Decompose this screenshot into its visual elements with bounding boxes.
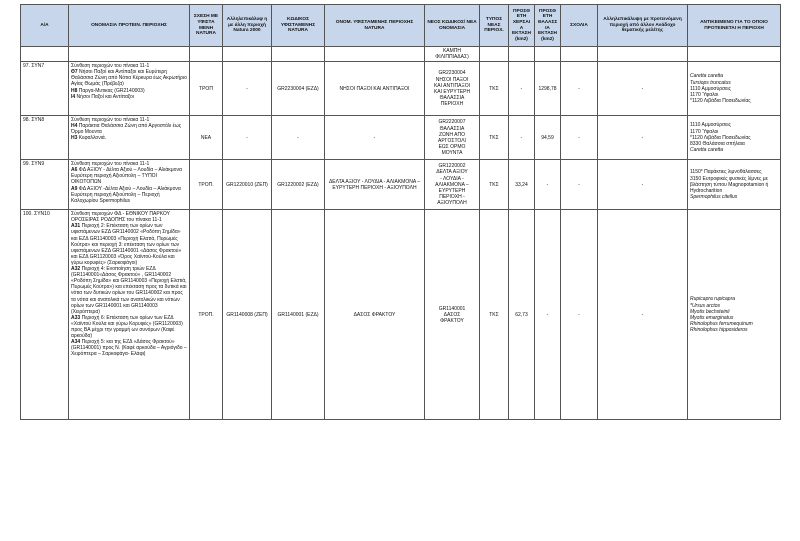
- object-cell: [688, 62, 781, 116]
- object-line: Rupicapra rupicapra: [690, 296, 736, 303]
- object-line: 1170 Ύφαλοι: [690, 91, 719, 98]
- area-name-cell: [69, 160, 190, 210]
- new-code-cell: [425, 160, 480, 210]
- cell: [223, 47, 272, 62]
- name-existing-cell: ΔΑΣΟΣ ΦΡΑΚΤΟΥ: [325, 210, 425, 420]
- area-name-text: Νήσοι Παξοί και Αντίπαξοι: [75, 93, 134, 100]
- new-code-line: ΜΟΥΝΤΑ: [441, 149, 463, 156]
- object-cell: [688, 210, 781, 420]
- area-name-line: [71, 315, 187, 339]
- row-number-cell: 100. ΣΥΝ10: [21, 210, 69, 420]
- new-code-line: - ΛΟΥΔΙΑ -: [440, 175, 464, 182]
- new-code-line: GR2220007: [438, 119, 466, 126]
- area-name-text: Περιοχή 2: Επέκταση των ορίων των υφιστάμενων ΕΖΔ GR1140002 «Ροδόπη Σημίδα» και ΕΖΔ GR1140003 «Περιοχή Ελατιά, Πυρωμές Κούτρα» και περιοχή 3: επέκταση των ορίων των υφιστάμενων ΕΖΔ GR1140001 «Δάσος Φρακτού» και ΕΖΔ GR1120003 «Όρος Χαϊντού-Κούλα και γύρω κορυφές» (Σαρκοφάγοι): [71, 223, 182, 266]
- area-name-line: [71, 167, 187, 185]
- overlap-2000-cell: GR1140008 (ΖΕΠ): [223, 210, 272, 420]
- header-object: ΑΝΤΙΚΕΙΜΕΝΟ ΓΙΑ ΤΟ ΟΠΟΙΟ ΠΡΟΤΕΙΝΕΤΑΙ Η ΠΕΡΙΟΧΗ: [688, 5, 781, 47]
- row-number-cell: 99. ΣΥΝ9: [21, 160, 69, 210]
- sea-area-cell: 1298,78: [535, 62, 561, 116]
- row-number-cell: 98. ΣΥΝ8: [21, 116, 69, 160]
- area-name-text: Σύνθεση περιοχών του πίνακα 11-1: [71, 63, 150, 70]
- name-existing-cell: -: [325, 116, 425, 160]
- object-line: *1120 Λιβάδια Ποσειδωνίας: [690, 134, 751, 141]
- area-name-text: Σύνθεση περιοχών του πίνακα 11-1: [71, 117, 150, 124]
- type-cell: ΤΚΣ: [480, 160, 509, 210]
- new-code-line: ΚΑΙ ΕΥΡΥΤΕΡΗ: [433, 88, 471, 95]
- new-code-line: ΚΑΙ ΑΝΤΙΠΑΞΟΙ: [433, 82, 471, 89]
- object-line: *Ursus arctos: [690, 302, 721, 309]
- header-relation: ΣΧΕΣΗ ΜΕ ΥΦΙΣΤΑ ΜΕΝΗ NATURA: [190, 5, 223, 47]
- relation-cell: ΝΕΑ: [190, 116, 223, 160]
- area-code-label: Α9: [71, 185, 78, 192]
- header-aa: Α/Α: [21, 5, 69, 47]
- comments-cell: -: [561, 160, 598, 210]
- new-code-line: ΝΗΣΟΙ ΠΑΞΟΙ: [435, 76, 469, 83]
- header-sea-area: ΠΡΟΣΘ ΕΤΗ ΘΑΛΑΣΣ ΙΑ ΕΚΤΑΣΗ (km2): [535, 5, 561, 47]
- area-code-label: Η4: [71, 123, 78, 130]
- new-code-cell: [425, 116, 480, 160]
- object-line: Rhinolophus hipposideros: [690, 326, 748, 333]
- area-code-label: Ι4: [71, 93, 76, 100]
- land-area-cell: -: [509, 62, 535, 116]
- name-existing-cell: ΝΗΣΟΙ ΠΑΞΟΙ ΚΑΙ ΑΝΤΙΠΑΞΟΙ: [325, 62, 425, 116]
- land-area-cell: -: [509, 116, 535, 160]
- row-number-cell: 97. ΣΥΝ7: [21, 62, 69, 116]
- area-name-line: [71, 211, 187, 223]
- area-name-line: [71, 69, 187, 87]
- new-code-line: ΕΩΣ ΟΡΜΟ: [438, 143, 466, 150]
- object-line: 1110 Αμμοσύρσεις: [690, 85, 731, 92]
- sea-area-cell: -: [535, 160, 561, 210]
- new-code-line: ΠΕΡΙΟΧΗ: [440, 100, 464, 107]
- new-code-line: ΘΑΛΑΣΣΙΑ: [439, 94, 465, 101]
- area-code-label: Α6: [71, 167, 78, 174]
- cell: [509, 47, 535, 62]
- new-code-line: ΑΞΙΟΥΠΟΛΗ: [437, 199, 467, 206]
- area-name-line: [71, 266, 187, 315]
- header-name-existing: ΟΝΟΜ. ΥΦΙΣΤΑΜΕΝΗΣ ΠΕΡΙΟΧΗΣ NATURA: [325, 5, 425, 47]
- area-name-text: Κεφαλλονιά.: [77, 135, 107, 142]
- new-code-line: ΔΕΛΤΑ ΑΞΙΟΥ: [436, 169, 468, 176]
- object-cell: [688, 160, 781, 210]
- object-line: Spermophilus citellus: [690, 193, 738, 200]
- area-name-text: ΦΔ ΑΞΙΟΥ - Δέλτα Αξιού – Λουδία – Αλιάκμονα Ευρύτερη περιοχή Αξιούπολη – ΤΥΠΟΙ ΟΙΚΟΤΟΠΩΝ: [71, 167, 182, 186]
- land-area-cell: 62,73: [509, 210, 535, 420]
- new-code-cell: [425, 62, 480, 116]
- area-name-text: Σύνθεση περιοχών του πίνακα 11-1: [71, 161, 150, 168]
- area-name-line: [71, 223, 187, 266]
- area-name-line: [71, 94, 187, 100]
- table-row: [21, 62, 781, 116]
- cell: [190, 47, 223, 62]
- table-row: [21, 210, 781, 420]
- overlap-2000-cell: -: [223, 62, 272, 116]
- area-name-text: Νήσοι Παξοί και Αντίπαξοι και Ευρύτερη Θαλάσσια Ζώνη από Νότια Κέρκυρα έως Ακρωτήριο Αγίας Θωμάς (Πρέβεζα): [71, 69, 187, 88]
- new-code-line: ΦΙΛΙΠΠΙΑΔΑΣ): [435, 54, 469, 61]
- natura-areas-table: [20, 4, 781, 420]
- area-name-text: Παργα-Μυτικας (GR2140003): [77, 87, 145, 94]
- type-cell: ΤΚΣ: [480, 62, 509, 116]
- new-code-line: ΔΑΣΟΣ: [443, 311, 461, 318]
- object-line: 3150 Ευτροφικές φυσικές λίμνες με βλάστηση τύπου Magnopotamion ή Hydrocharition: [690, 175, 769, 194]
- overlap-other-cell: -: [598, 62, 688, 116]
- type-cell: ΤΚΣ: [480, 210, 509, 420]
- object-line: Myotis bechsteinii: [690, 308, 730, 315]
- new-code-line: ΑΡΓΟΣΤΟΛΙ: [438, 137, 466, 144]
- overlap-other-cell: -: [598, 210, 688, 420]
- area-code-label: Α31: [71, 223, 81, 230]
- new-code-line: GR1140001: [438, 305, 466, 312]
- area-name-cell: [69, 116, 190, 160]
- cell: [598, 47, 688, 62]
- area-name-text: ΦΔ ΑΞΙΟΥ -Δέλτα Αξιού – Λουδία – Αλιάκμονα Ευρύτερη περιοχή Αξιούπολη – Περιοχή Καλοχωρίου Spermophilus: [71, 185, 181, 204]
- land-area-cell: 33,24: [509, 160, 535, 210]
- cell: [688, 47, 781, 62]
- header-comments: ΣΧΟΛΙΑ: [561, 5, 598, 47]
- new-code-line: ΠΕΡΙΟΧΗ -: [439, 193, 465, 200]
- code-existing-cell: GR1220002 (ΕΖΔ): [272, 160, 325, 210]
- area-name-line: [71, 123, 187, 135]
- comments-cell: -: [561, 62, 598, 116]
- new-code-line: ΖΩΝΗ ΑΠΟ: [439, 131, 465, 138]
- area-name-text: Σύνθεση περιοχών ΦΔ - ΕΘΝΙΚΟΥ ΠΑΡΚΟΥ ΟΡΟΣΕΙΡΑΣ ΡΟΔΟΠΗΣ του πίνακα 11-1: [71, 211, 170, 224]
- relation-cell: ΤΡΟΠ.: [190, 160, 223, 210]
- code-existing-cell: -: [272, 116, 325, 160]
- name-existing-cell: ΔΕΛΤΑ ΑΞΙΟΥ - ΛΟΥΔΙΑ - ΑΛΙΑΚΜΟΝΑ – ΕΥΡΥΤΕΡΗ ΠΕΡΙΟΧΗ - ΑΞΙΟΥΠΟΛΗ: [325, 160, 425, 210]
- object-line: Caretta caretta: [690, 73, 724, 80]
- header-land-area: ΠΡΟΣΘ ΕΤΗ ΧΕΡΣΑΙ Α ΕΚΤΑΣΗ (km2): [509, 5, 535, 47]
- object-line: *1120 Λιβάδια Ποσειδωνίας: [690, 97, 751, 104]
- type-cell: ΤΚΣ: [480, 116, 509, 160]
- area-name-text: Περιοχή 4: Ενοποίηση τριών ΕΖΔ (GR1140001«Δάσος Φρακτού» , GR1140002 «Ροδόπη Σημίδα» και GR1140003 «Περιοχή Ελατιά, Πυρωμές Κούτρα») και επέκταση προς τα δυτικά και νότια των δυτικών ορίων του GR1140002 και προς τα νότια και ανατολικά των ανατολικών και νότιων ορίων των GR1140001 και GR1140003 (Χειρόπτερα): [71, 266, 187, 315]
- object-line: Caretta caretta: [690, 146, 724, 153]
- header-type: ΤΥΠΟΣ ΝΕΑΣ ΠΕΡΙΟΧ.: [480, 5, 509, 47]
- cell: [561, 47, 598, 62]
- cell: [535, 47, 561, 62]
- object-line: Rhinolophus ferrumequinum: [690, 320, 753, 327]
- header-overlap-other: Αλληλεπικάλυψη με προτεινόμενη περιοχή από άλλον Ανάδοχο θεματικής μελέτης: [598, 5, 688, 47]
- code-existing-cell: GR1140001 (ΕΖΔ): [272, 210, 325, 420]
- relation-cell: ΤΡΟΠ.: [190, 210, 223, 420]
- new-code-line: ΑΛΙΑΚΜΟΝΑ –: [435, 181, 469, 188]
- area-code-label: Α34: [71, 339, 81, 346]
- new-code-line: ΘΑΛΑΣΣΙΑ: [439, 125, 465, 132]
- object-line: 1170 Ύφαλοι: [690, 128, 719, 135]
- area-name-line: [71, 135, 187, 141]
- cell: [69, 47, 190, 62]
- cell: [325, 47, 425, 62]
- area-name-text: Περιοχή 5: και της ΕΖΔ «Δάσος Φρακτού» (GR1140001) προς Ν. (Καφέ αρκούδα – Αγριόγιδο – Χειρόπτερα – Σαρκοφάγα- Ελάφι): [71, 339, 187, 358]
- table-row: [21, 116, 781, 160]
- cell: [480, 47, 509, 62]
- new-code-line: ΕΥΡΥΤΕΡΗ: [438, 187, 466, 194]
- object-line: Myotis emarginatus: [690, 314, 734, 321]
- header-area-name: ΟΝΟΜΑΣΙΑ ΠΡΟΤΕΙΝ. ΠΕΡΙΟΧΗΣ: [69, 5, 190, 47]
- area-name-cell: [69, 62, 190, 116]
- area-code-label: Α32: [71, 266, 81, 273]
- new-code-cell: [425, 47, 480, 62]
- comments-cell: -: [561, 116, 598, 160]
- area-code-label: Η8: [71, 87, 78, 94]
- object-line: 1150* Παράκτιες λιμνοθάλασσες: [690, 169, 762, 176]
- area-name-text: Περιοχή 6: Επέκταση των ορίων των ΕΖΔ «Χαϊντού Κούλα και γύρω Κορυφές» (GR1120003) προς ΒΑ μέχρι την γραμμή ων συνόρων (Καφέ αρκούδα): [71, 314, 183, 340]
- overlap-other-cell: -: [598, 116, 688, 160]
- overlap-2000-cell: -: [223, 116, 272, 160]
- object-cell: [688, 116, 781, 160]
- new-code-line: GR2230004: [438, 70, 466, 77]
- area-name-line: [71, 186, 187, 204]
- overlap-2000-cell: GR1220010 (ΖΕΠ): [223, 160, 272, 210]
- object-line: Tursiops truncatus: [690, 79, 731, 86]
- object-line: 1110 Αμμοσύρσεις: [690, 122, 731, 129]
- new-code-line: ΦΡΑΚΤΟΥ: [440, 317, 464, 324]
- header-code-existing: ΚΩΔΙΚΟΣ ΥΦΙΣΤΑΜΕΝΗΣ NATURA: [272, 5, 325, 47]
- relation-cell: ΤΡΟΠ: [190, 62, 223, 116]
- area-code-label: Α33: [71, 314, 81, 321]
- cell: [21, 47, 69, 62]
- new-code-line: GR1220002: [438, 163, 466, 170]
- code-existing-cell: GR2230004 (ΕΖΔ): [272, 62, 325, 116]
- object-line: 8330 Θαλάσσια σπήλαια: [690, 140, 745, 147]
- area-name-line: [71, 339, 187, 357]
- sea-area-cell: -: [535, 210, 561, 420]
- table-row: [21, 160, 781, 210]
- header-overlap-2000: Αλληλεπικάλυψ η με άλλη περιοχή Natura 2000: [223, 5, 272, 47]
- cell: [272, 47, 325, 62]
- area-name-text: Παράκτια Θαλάσσια Ζώνη από Αργοστόλι έως Όρμο Μουντα: [71, 123, 182, 136]
- area-code-label: Θ7: [71, 69, 78, 76]
- header-new-code: ΝΕΟΣ ΚΩΔΙΚΟΣ/ ΝΕΑ ΟΝΟΜΑΣΙΑ: [425, 5, 480, 47]
- area-code-label: Η3: [71, 135, 78, 142]
- new-code-line: ΚΑΜΠΗ: [442, 48, 462, 54]
- sea-area-cell: 94,59: [535, 116, 561, 160]
- area-name-cell: [69, 210, 190, 420]
- overlap-other-cell: -: [598, 160, 688, 210]
- new-code-cell: [425, 210, 480, 420]
- comments-cell: -: [561, 210, 598, 420]
- document-page: [20, 4, 780, 420]
- table-header-row: [21, 5, 781, 47]
- continuation-row: [21, 47, 781, 62]
